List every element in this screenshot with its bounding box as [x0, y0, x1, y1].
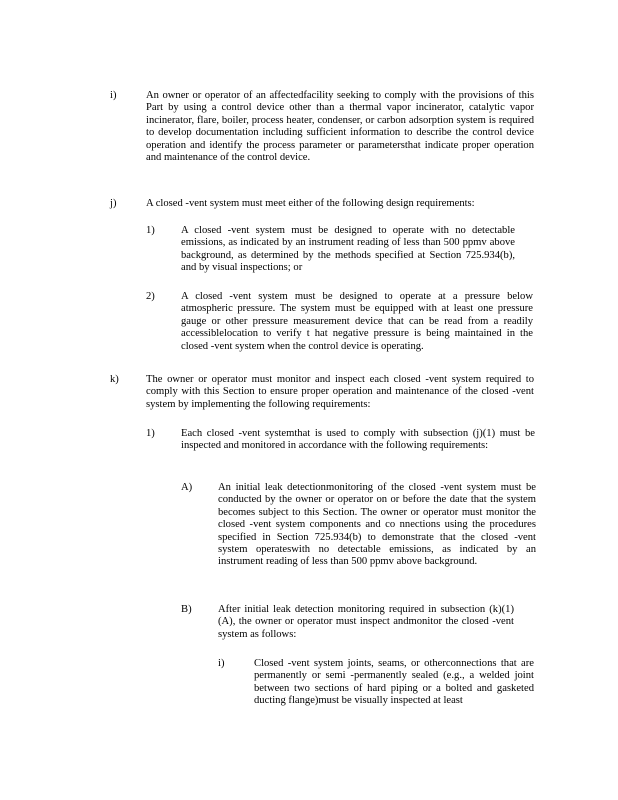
item-label: i): [110, 90, 117, 101]
item-label: j): [110, 198, 117, 209]
item-label: k): [110, 374, 119, 385]
subitem-label: i): [218, 658, 225, 669]
subitem-label: B): [181, 604, 192, 615]
subitem-label: 1): [146, 428, 155, 439]
item-text: The owner or operator must monitor and inspect each closed -vent system required to comply with this Section to ensure proper operation and maintenance of the closed -vent system by implementing the following requirements:: [146, 374, 534, 410]
item-text: An owner or operator of an affectedfacility seeking to comply with the provisions of this Part by using a control device other than a thermal vapor incinerator, catalytic vapor incinerator, flare, boiler, process heater, condenser, or carbon adsorption system is required to develop documentation including sufficient information to describe the control device operation and identify the process parameter or parametersthat indicate proper operation and maintenance of the control device.: [146, 90, 534, 164]
subitem-text: A closed -vent system must be designed to operate at a pressure below atmospheric pressure. The system must be equipped with at least one pressure gauge or other pressure measurement device that can be read from a readily accessiblelocation to verify t hat negative pressure is being maintained in the closed -vent system when the control device is operating.: [181, 291, 533, 352]
subitem-label: 1): [146, 225, 155, 236]
subitem-text: A closed -vent system must be designed to operate with no detectable emissions, as indicated by an instrument reading of less than 500 ppmv above background, as determined by the methods specified at Section 725.934(b), and by visual inspections; or: [181, 225, 515, 274]
item-text: A closed -vent system must meet either of the following design requirements:: [146, 198, 475, 209]
subitem-text: After initial leak detection monitoring required in subsection (k)(1)(A), the owner or operator must inspect andmonitor the closed -vent system as follows:: [218, 604, 514, 640]
subitem-label: A): [181, 482, 193, 493]
subitem-text: An initial leak detectionmonitoring of the closed -vent system must be conducted by the owner or operator on or before the date that the system becomes subject to this Section. The owner or operator must monitor the closed -vent system components and co nnections using the procedures specified in Section 725.934(b) to demonstrate that the closed -vent system operateswith no detectable emissions, as indicated by an instrument reading of less than 500 ppmv above background.: [218, 482, 536, 568]
subitem-text: Closed -vent system joints, seams, or otherconnections that are permanently or semi -permanently sealed (e.g., a welded joint between two sections of hard piping or a bolted and gasketed ducting flange)must be visually inspected at least: [254, 658, 534, 707]
subitem-label: 2): [146, 291, 155, 302]
subitem-text: Each closed -vent systemthat is used to comply with subsection (j)(1) must be inspected and monitored in accordance with the following requirements:: [181, 428, 535, 452]
